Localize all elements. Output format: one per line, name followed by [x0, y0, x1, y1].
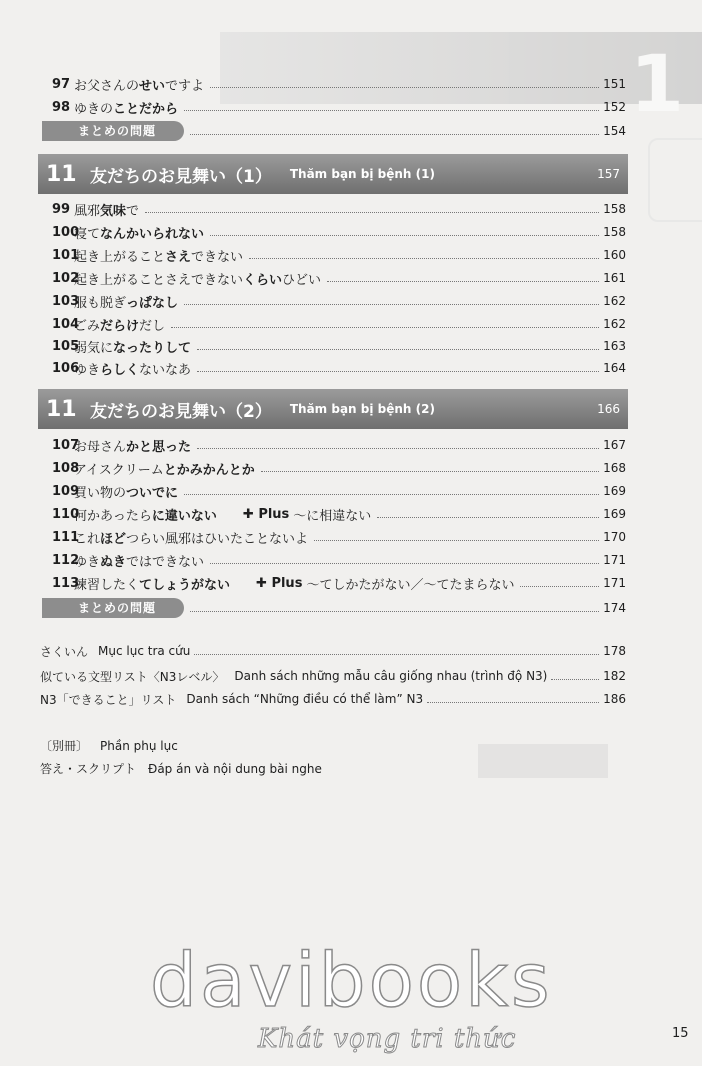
row-page: 162	[603, 317, 626, 331]
leader-dots	[551, 679, 599, 680]
toc-row-101[interactable]	[52, 244, 626, 266]
toc-row-112[interactable]	[52, 549, 626, 571]
section-number: 11	[46, 161, 77, 187]
summary-label: まとめの問題	[42, 598, 184, 618]
toc-row-106[interactable]	[52, 357, 626, 379]
leader-dots	[210, 563, 599, 564]
row-number: 110	[52, 506, 80, 522]
row-title: ごみだらけだし	[74, 318, 166, 334]
index-vn: Danh sách những mẫu câu giống nhau (trình độ N3)	[234, 669, 548, 683]
row-page: 158	[603, 225, 626, 239]
toc-row-104[interactable]	[52, 313, 626, 335]
leader-dots	[261, 471, 599, 472]
leader-dots	[184, 304, 599, 305]
brand-slogan: Khát vọng tri thức	[258, 1024, 517, 1054]
row-number: 107	[52, 437, 80, 453]
leader-dots	[427, 702, 599, 703]
row-number: 101	[52, 247, 80, 263]
leader-dots	[197, 371, 599, 372]
toc-row-100[interactable]	[52, 221, 626, 243]
leader-dots	[520, 586, 599, 587]
leader-dots	[190, 611, 599, 612]
row-number: 97	[52, 76, 71, 92]
row-title: 風邪気味で	[74, 203, 140, 219]
row-page: 152	[603, 100, 626, 114]
row-number: 113	[52, 575, 80, 591]
toc-row-107[interactable]	[52, 434, 626, 456]
row-number: 98	[52, 99, 71, 115]
index-jp: N3「できること」リスト	[40, 692, 177, 707]
leader-dots	[327, 281, 599, 282]
index-page: 186	[603, 692, 626, 706]
faded-side-tab	[648, 138, 702, 222]
leader-dots	[145, 212, 599, 213]
row-number: 99	[52, 201, 71, 217]
toc-row-113[interactable]	[52, 572, 626, 594]
row-number: 112	[52, 552, 80, 568]
leader-dots	[314, 540, 599, 541]
row-title: これほどつらい風邪はひいたことないよ	[74, 531, 309, 547]
faded-section-box	[478, 744, 608, 778]
brand-watermark: davibooks	[150, 938, 553, 1024]
row-page: 163	[603, 339, 626, 353]
row-page: 170	[603, 530, 626, 544]
toc-row-109[interactable]	[52, 480, 626, 502]
index-page: 182	[603, 669, 626, 683]
index-row-similar-patterns[interactable]	[40, 666, 626, 686]
faded-chapter-number: 1	[629, 40, 684, 130]
row-page: 158	[603, 202, 626, 216]
row-number: 102	[52, 270, 80, 286]
summary-page: 154	[603, 124, 626, 138]
section-title: 友だちのお見舞い（1）	[90, 166, 272, 187]
section-banner-1[interactable]	[38, 154, 628, 194]
leader-dots	[194, 654, 599, 655]
toc-row-103[interactable]	[52, 290, 626, 312]
appendix-vn: Phần phụ lục	[100, 739, 178, 753]
row-title: ゆきらしくないなあ	[74, 362, 192, 378]
row-number: 108	[52, 460, 80, 476]
index-row-can-do[interactable]	[40, 689, 626, 709]
plus-icon: ✚ Plus	[242, 506, 290, 522]
index-row-sakuin[interactable]	[40, 641, 626, 661]
summary-label: まとめの問題	[42, 121, 184, 141]
index-jp: 似ている文型リスト〈N3レベル〉	[40, 669, 225, 684]
row-page: 171	[603, 576, 626, 590]
section-page: 157	[597, 167, 620, 181]
index-vn: Danh sách “Những điều có thể làm” N3	[186, 692, 424, 706]
section-title: 友だちのお見舞い（2）	[90, 401, 272, 422]
summary-row-2[interactable]	[42, 598, 626, 618]
row-page: 169	[603, 484, 626, 498]
plus-icon: ✚ Plus	[256, 575, 303, 591]
row-title: ゆきぬきではできない	[74, 554, 205, 570]
answers-vn: Đáp án và nội dung bài nghe	[148, 762, 322, 776]
toc-row-105[interactable]	[52, 335, 626, 357]
row-number: 105	[52, 338, 80, 354]
row-number: 109	[52, 483, 80, 499]
row-number: 106	[52, 360, 80, 376]
leader-dots	[210, 87, 599, 88]
row-title: 買い物のついでに	[74, 485, 179, 501]
section-page: 166	[597, 402, 620, 416]
row-page: 160	[603, 248, 626, 262]
section-vn-title: Thăm bạn bị bệnh (1)	[289, 167, 435, 181]
section-vn-title: Thăm bạn bị bệnh (2)	[289, 402, 435, 416]
row-title: 起き上がることさえできない	[74, 249, 244, 265]
row-page: 162	[603, 294, 626, 308]
toc-row-99[interactable]	[52, 198, 626, 220]
summary-row-1[interactable]	[42, 121, 626, 141]
leader-dots	[184, 110, 599, 111]
row-title: ゆきのことだから	[74, 101, 179, 117]
leader-dots	[171, 327, 599, 328]
row-number: 111	[52, 529, 80, 545]
index-jp: さくいん	[40, 644, 89, 659]
row-number: 100	[52, 224, 80, 240]
toc-row-110[interactable]	[52, 503, 626, 525]
leader-dots	[249, 258, 599, 259]
row-title: 起き上がることさえできないくらいひどい	[74, 272, 322, 288]
row-title: 何かあったらに違いない	[74, 508, 217, 524]
row-title: 弱気になったりして	[74, 340, 192, 356]
appendix-row	[40, 737, 178, 754]
row-page: 164	[603, 361, 626, 375]
row-page: 167	[603, 438, 626, 452]
row-page: 151	[603, 77, 626, 91]
leader-dots	[184, 494, 599, 495]
toc-row-97[interactable]	[52, 73, 626, 95]
index-page: 178	[603, 644, 626, 658]
summary-page: 174	[603, 601, 626, 615]
page-number: 15	[672, 1026, 689, 1041]
row-title: アイスクリームとかみかんとか	[74, 462, 255, 478]
toc-row-111[interactable]	[52, 526, 626, 548]
index-vn: Mục lục tra cứu	[98, 644, 191, 658]
toc-row-108[interactable]	[52, 457, 626, 479]
answers-row	[40, 760, 322, 777]
leader-dots	[197, 448, 599, 449]
leader-dots	[377, 517, 599, 518]
toc-row-98[interactable]	[52, 96, 626, 118]
row-page: 161	[603, 271, 626, 285]
leader-dots	[197, 349, 599, 350]
row-title: 寝てなんかいられない	[74, 226, 205, 242]
row-page: 168	[603, 461, 626, 475]
leader-dots	[210, 235, 599, 236]
row-title: 練習したくてしょうがない	[74, 577, 231, 593]
row-page: 169	[603, 507, 626, 521]
row-number: 104	[52, 316, 80, 332]
row-title: お母さんかと思った	[74, 439, 192, 455]
row-title: 服も脱ぎっぱなし	[74, 295, 179, 311]
section-banner-2[interactable]	[38, 389, 628, 429]
row-page: 171	[603, 553, 626, 567]
plus-note: ～に相違ない	[293, 508, 372, 524]
toc-row-102[interactable]	[52, 267, 626, 289]
row-number: 103	[52, 293, 80, 309]
row-title: お父さんのせいですよ	[74, 78, 205, 94]
leader-dots	[190, 134, 599, 135]
answers-jp: 答え・スクリプト	[40, 762, 137, 776]
section-number: 11	[46, 396, 77, 422]
plus-note: ～てしかたがない／～てたまらない	[306, 577, 515, 593]
appendix-jp: 〔別冊〕	[40, 739, 89, 753]
